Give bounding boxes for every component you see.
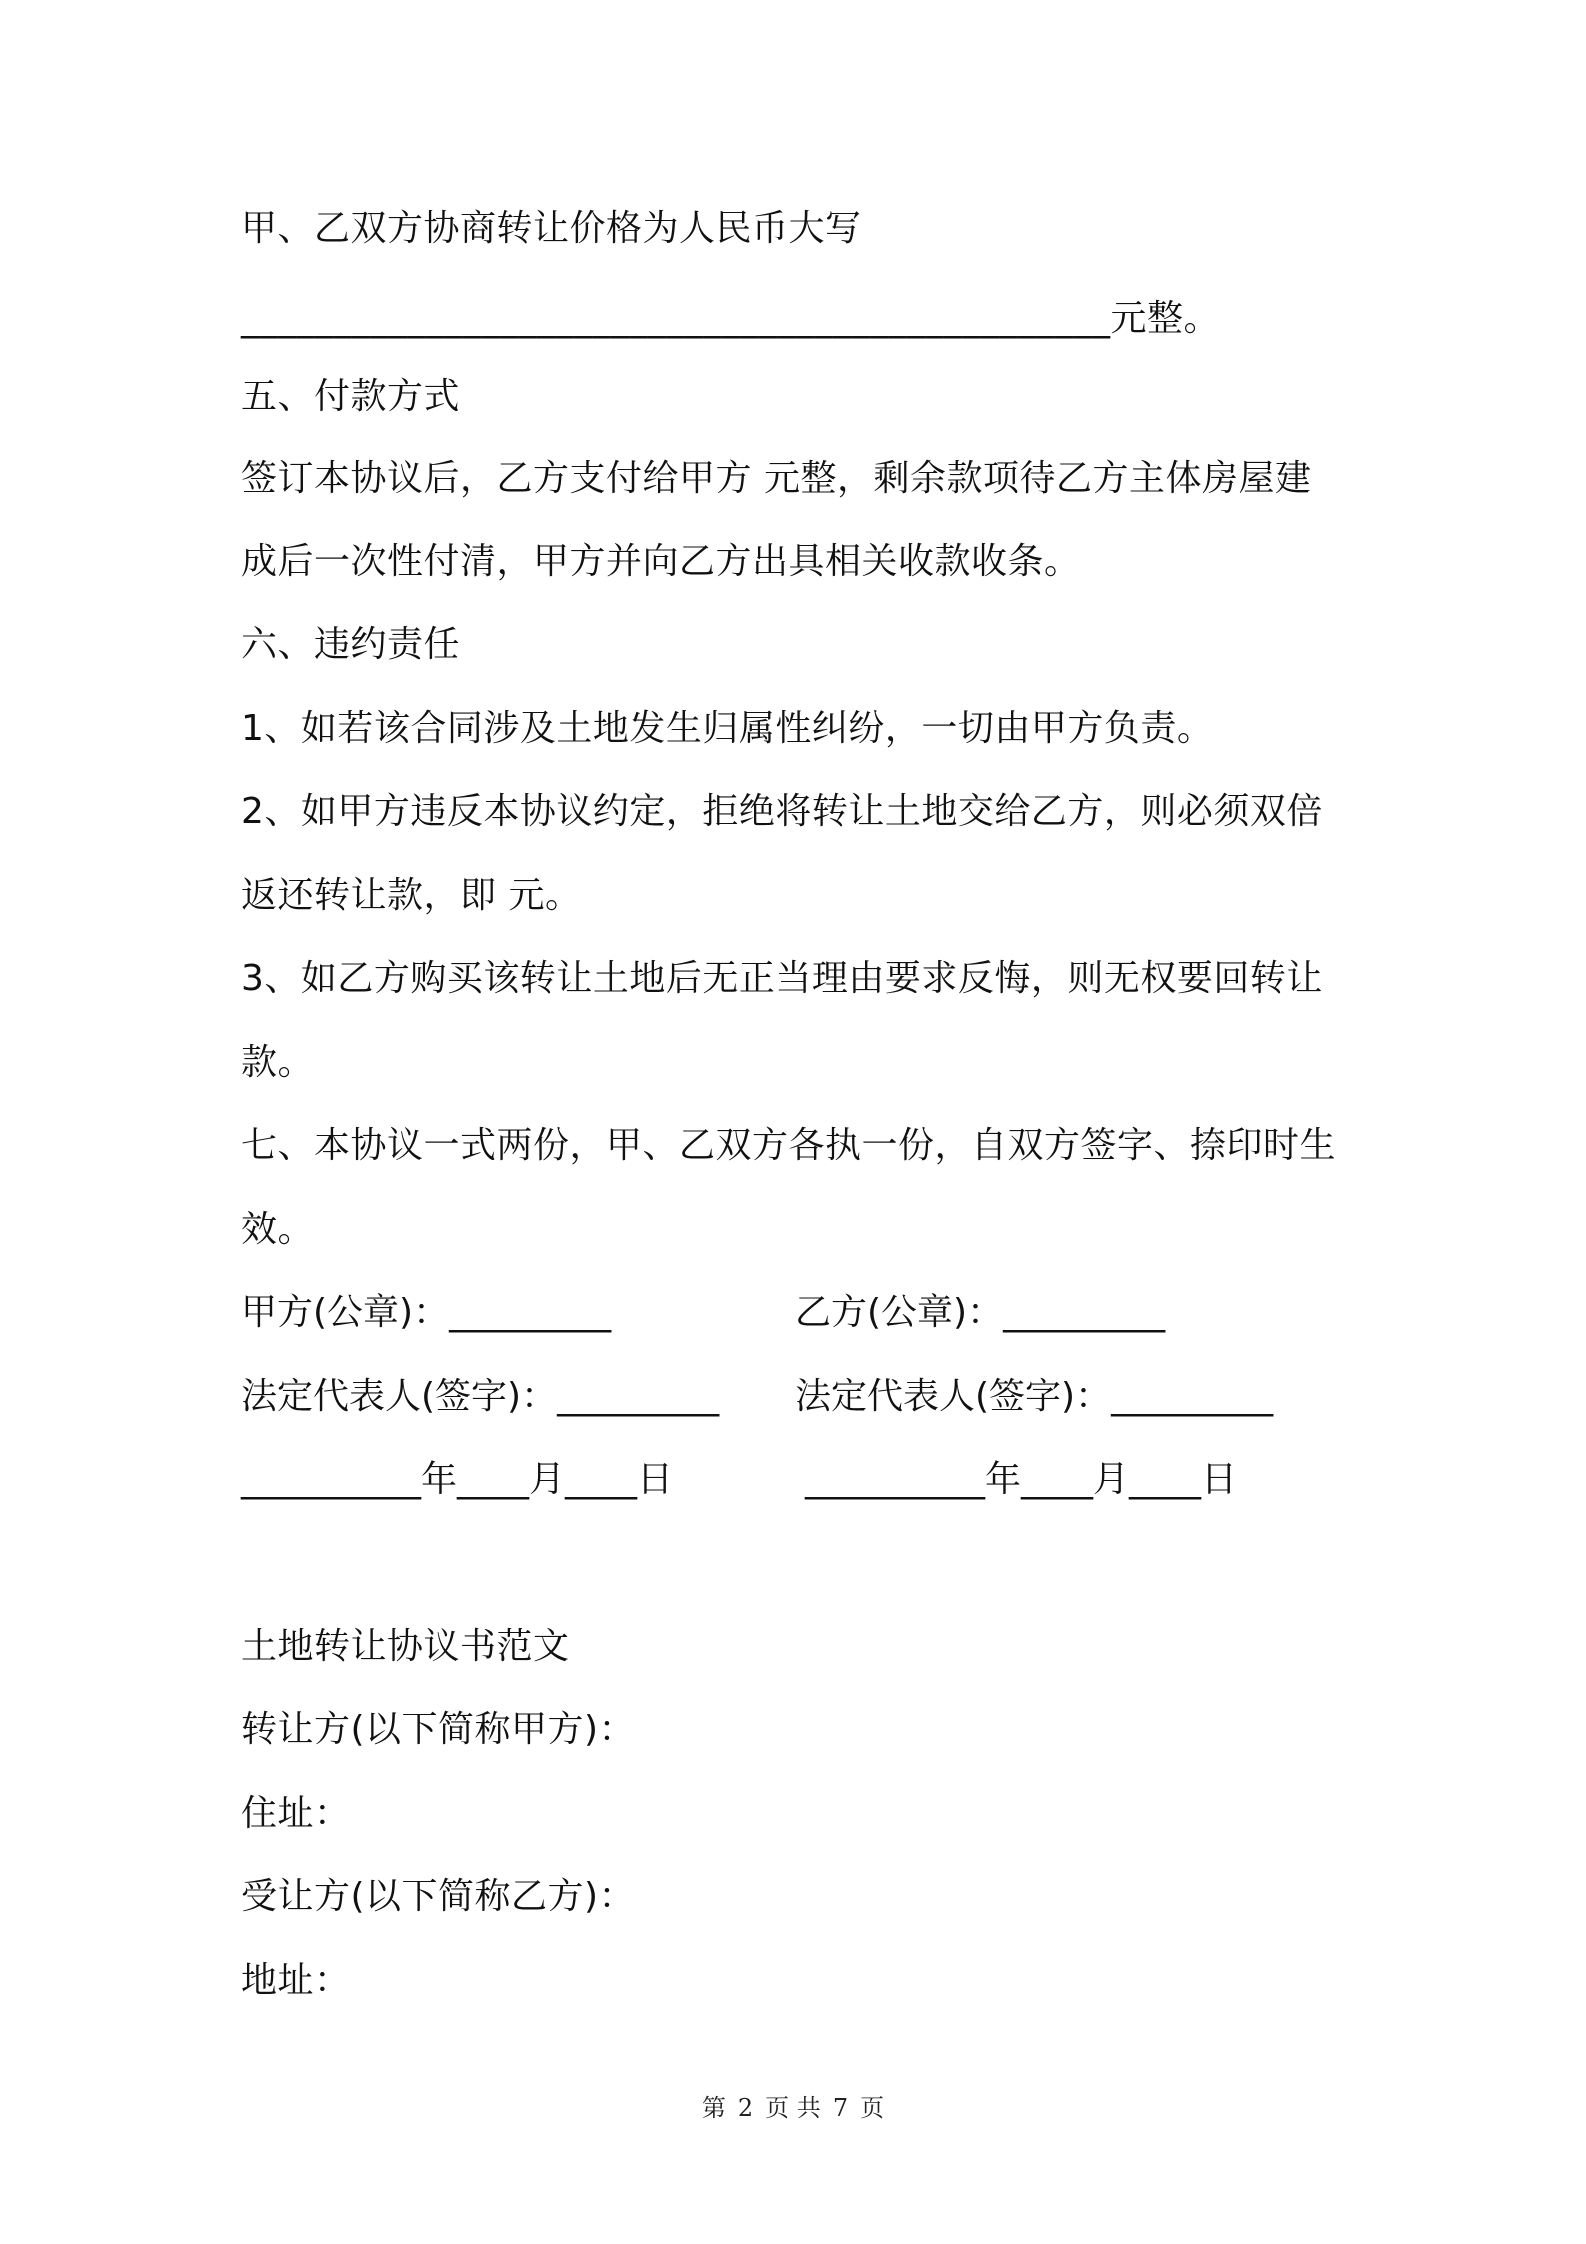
paragraph-price: 甲、乙双方协商转让价格为人民币大写 bbox=[241, 208, 862, 249]
transferee-address-label: 地址： bbox=[241, 1960, 351, 2001]
party-a-date: __________年____月____日 bbox=[241, 1459, 673, 1500]
section-title: 土地转让协议书范文 bbox=[241, 1626, 570, 1667]
paragraph-payment-2: 成后一次性付清，甲方并向乙方出具相关收款收条。 bbox=[241, 541, 1081, 582]
party-b-seal: 乙方(公章)：_________ bbox=[795, 1292, 1166, 1333]
footer-prefix: 第 bbox=[701, 2094, 726, 2122]
page-footer bbox=[0, 2092, 1586, 2124]
transferor-address-label: 住址： bbox=[241, 1793, 351, 1834]
footer-page-number: 2 bbox=[737, 2094, 754, 2122]
heading-payment: 五、付款方式 bbox=[241, 376, 461, 417]
heading-liability: 六、违约责任 bbox=[241, 624, 461, 665]
paragraph-copies-b: 效。 bbox=[241, 1209, 315, 1250]
transferor-label: 转让方(以下简称甲方)： bbox=[241, 1709, 636, 1750]
paragraph-liability-2b: 返还转让款，即 元。 bbox=[241, 875, 582, 916]
party-b-representative: 法定代表人(签字)：_________ bbox=[795, 1376, 1274, 1417]
paragraph-liability-2a: 2、如甲方违反本协议约定，拒绝将转让土地交给乙方，则必须双倍 bbox=[241, 791, 1323, 832]
paragraph-liability-3b: 款。 bbox=[241, 1042, 315, 1083]
party-a-seal: 甲方(公章)：_________ bbox=[241, 1292, 612, 1333]
paragraph-copies-a: 七、本协议一式两份，甲、乙双方各执一份，自双方签字、捺印时生 bbox=[241, 1125, 1337, 1166]
paragraph-price-blank: _______________________________________________元整。 bbox=[241, 298, 1221, 339]
party-b-date: __________年____月____日 bbox=[805, 1459, 1237, 1500]
footer-middle: 页 共 bbox=[765, 2094, 821, 2122]
party-a-representative: 法定代表人(签字)：_________ bbox=[241, 1376, 720, 1417]
footer-total-pages: 7 bbox=[832, 2094, 849, 2122]
paragraph-liability-1: 1、如若该合同涉及土地发生归属性纠纷，一切由甲方负责。 bbox=[241, 708, 1214, 749]
paragraph-liability-3a: 3、如乙方购买该转让土地后无正当理由要求反悔，则无权要回转让 bbox=[241, 958, 1323, 999]
paragraph-payment-1: 签订本协议后，乙方支付给甲方 元整，剩余款项待乙方主体房屋建 bbox=[241, 458, 1312, 499]
transferee-label: 受让方(以下简称乙方)： bbox=[241, 1876, 636, 1917]
footer-suffix: 页 bbox=[860, 2094, 885, 2122]
